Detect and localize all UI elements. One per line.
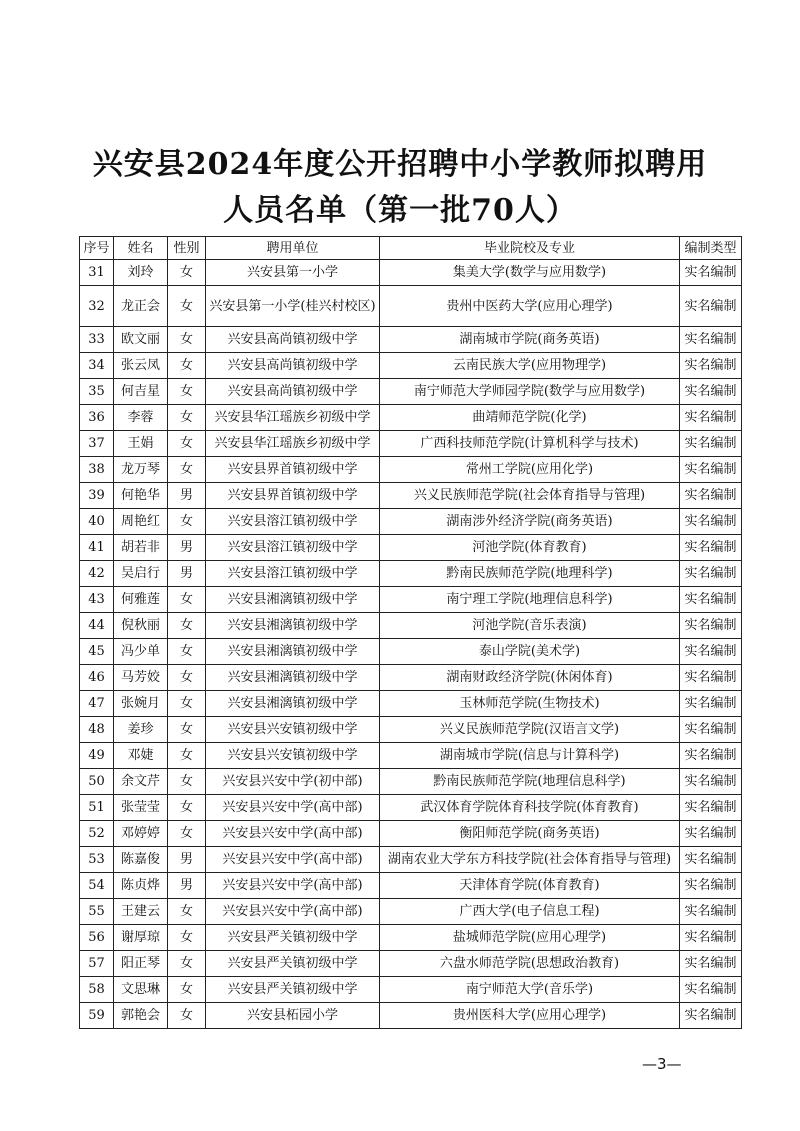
cell-index: 32 — [80, 286, 114, 327]
cell-staffing-type: 实名编制 — [680, 847, 742, 873]
cell-staffing-type: 实名编制 — [680, 665, 742, 691]
table-row — [80, 977, 742, 1003]
cell-name: 邓婷婷 — [114, 821, 168, 847]
cell-gender: 女 — [168, 379, 206, 405]
cell-employer: 兴安县高尚镇初级中学 — [206, 353, 380, 379]
table-body — [80, 260, 742, 1029]
cell-gender: 女 — [168, 509, 206, 535]
cell-employer: 兴安县兴安中学(高中部) — [206, 795, 380, 821]
cell-index: 45 — [80, 639, 114, 665]
cell-school-major: 泰山学院(美术学) — [380, 639, 680, 665]
table-row — [80, 353, 742, 379]
cell-school-major: 黔南民族师范学院(地理科学) — [380, 561, 680, 587]
cell-employer: 兴安县柘园小学 — [206, 1003, 380, 1029]
cell-name: 胡若非 — [114, 535, 168, 561]
cell-name: 李蓉 — [114, 405, 168, 431]
cell-gender: 男 — [168, 873, 206, 899]
cell-name: 张婉月 — [114, 691, 168, 717]
cell-staffing-type: 实名编制 — [680, 873, 742, 899]
cell-school-major: 湖南涉外经济学院(商务英语) — [380, 509, 680, 535]
cell-school-major: 天津体育学院(体育教育) — [380, 873, 680, 899]
cell-name: 郭艳会 — [114, 1003, 168, 1029]
table-row — [80, 743, 742, 769]
cell-gender: 女 — [168, 286, 206, 327]
cell-employer: 兴安县湘漓镇初级中学 — [206, 613, 380, 639]
header-name: 姓名 — [114, 237, 168, 260]
cell-school-major: 广西大学(电子信息工程) — [380, 899, 680, 925]
cell-gender: 女 — [168, 327, 206, 353]
cell-employer: 兴安县严关镇初级中学 — [206, 951, 380, 977]
cell-school-major: 贵州医科大学(应用心理学) — [380, 1003, 680, 1029]
cell-staffing-type: 实名编制 — [680, 405, 742, 431]
cell-staffing-type: 实名编制 — [680, 769, 742, 795]
document-title-line1: 兴安县2024年度公开招聘中小学教师拟聘用 — [92, 147, 708, 182]
table-row — [80, 405, 742, 431]
cell-employer: 兴安县高尚镇初级中学 — [206, 327, 380, 353]
cell-employer: 兴安县兴安中学(高中部) — [206, 847, 380, 873]
cell-school-major: 云南民族大学(应用物理学) — [380, 353, 680, 379]
cell-name: 欧文丽 — [114, 327, 168, 353]
cell-index: 31 — [80, 260, 114, 286]
cell-school-major: 兴义民族师范学院(社会体育指导与管理) — [380, 483, 680, 509]
cell-index: 42 — [80, 561, 114, 587]
cell-school-major: 湖南农业大学东方科技学院(社会体育指导与管理) — [380, 847, 680, 873]
cell-employer: 兴安县第一小学 — [206, 260, 380, 286]
cell-index: 48 — [80, 717, 114, 743]
cell-gender: 男 — [168, 535, 206, 561]
cell-school-major: 曲靖师范学院(化学) — [380, 405, 680, 431]
table-row — [80, 561, 742, 587]
table-row — [80, 899, 742, 925]
cell-index: 57 — [80, 951, 114, 977]
cell-school-major: 衡阳师范学院(商务英语) — [380, 821, 680, 847]
cell-name: 何雅莲 — [114, 587, 168, 613]
cell-index: 59 — [80, 1003, 114, 1029]
cell-employer: 兴安县溶江镇初级中学 — [206, 561, 380, 587]
cell-gender: 女 — [168, 639, 206, 665]
cell-name: 文思琳 — [114, 977, 168, 1003]
cell-staffing-type: 实名编制 — [680, 457, 742, 483]
cell-employer: 兴安县溶江镇初级中学 — [206, 535, 380, 561]
table-row — [80, 847, 742, 873]
cell-employer: 兴安县严关镇初级中学 — [206, 977, 380, 1003]
cell-staffing-type: 实名编制 — [680, 353, 742, 379]
cell-name: 周艳红 — [114, 509, 168, 535]
cell-name: 陈嘉俊 — [114, 847, 168, 873]
cell-gender: 女 — [168, 1003, 206, 1029]
table-row — [80, 769, 742, 795]
table-header-row — [80, 237, 742, 260]
cell-employer: 兴安县兴安中学(初中部) — [206, 769, 380, 795]
cell-staffing-type: 实名编制 — [680, 379, 742, 405]
cell-name: 何艳华 — [114, 483, 168, 509]
cell-index: 56 — [80, 925, 114, 951]
cell-school-major: 湖南城市学院(信息与计算科学) — [380, 743, 680, 769]
cell-index: 39 — [80, 483, 114, 509]
page-number: —3— — [642, 1055, 682, 1073]
cell-school-major: 广西科技师范学院(计算机科学与技术) — [380, 431, 680, 457]
cell-school-major: 武汉体育学院体育科技学院(体育教育) — [380, 795, 680, 821]
cell-name: 姜珍 — [114, 717, 168, 743]
cell-staffing-type: 实名编制 — [680, 951, 742, 977]
cell-name: 何吉星 — [114, 379, 168, 405]
cell-index: 49 — [80, 743, 114, 769]
cell-index: 58 — [80, 977, 114, 1003]
cell-name: 张莹莹 — [114, 795, 168, 821]
cell-staffing-type: 实名编制 — [680, 977, 742, 1003]
cell-index: 33 — [80, 327, 114, 353]
cell-employer: 兴安县兴安镇初级中学 — [206, 743, 380, 769]
table-row — [80, 483, 742, 509]
cell-employer: 兴安县湘漓镇初级中学 — [206, 639, 380, 665]
table-row — [80, 535, 742, 561]
table-row — [80, 873, 742, 899]
cell-gender: 女 — [168, 951, 206, 977]
cell-name: 倪秋丽 — [114, 613, 168, 639]
cell-index: 54 — [80, 873, 114, 899]
cell-gender: 女 — [168, 795, 206, 821]
cell-staffing-type: 实名编制 — [680, 795, 742, 821]
cell-school-major: 兴义民族师范学院(汉语言文学) — [380, 717, 680, 743]
cell-name: 谢厚琼 — [114, 925, 168, 951]
cell-name: 余文芹 — [114, 769, 168, 795]
cell-gender: 女 — [168, 457, 206, 483]
cell-employer: 兴安县兴安中学(高中部) — [206, 899, 380, 925]
cell-staffing-type: 实名编制 — [680, 535, 742, 561]
cell-name: 刘玲 — [114, 260, 168, 286]
cell-gender: 女 — [168, 431, 206, 457]
cell-name: 陈贞烨 — [114, 873, 168, 899]
cell-index: 46 — [80, 665, 114, 691]
cell-index: 34 — [80, 353, 114, 379]
cell-gender: 女 — [168, 977, 206, 1003]
cell-employer: 兴安县兴安中学(高中部) — [206, 873, 380, 899]
cell-gender: 女 — [168, 405, 206, 431]
cell-gender: 女 — [168, 260, 206, 286]
cell-gender: 女 — [168, 587, 206, 613]
cell-employer: 兴安县湘漓镇初级中学 — [206, 691, 380, 717]
cell-staffing-type: 实名编制 — [680, 327, 742, 353]
cell-name: 吴启行 — [114, 561, 168, 587]
cell-index: 37 — [80, 431, 114, 457]
cell-gender: 女 — [168, 925, 206, 951]
cell-index: 38 — [80, 457, 114, 483]
cell-school-major: 南宁师范大学(音乐学) — [380, 977, 680, 1003]
cell-name: 张云凤 — [114, 353, 168, 379]
table-row — [80, 587, 742, 613]
cell-staffing-type: 实名编制 — [680, 691, 742, 717]
table-row — [80, 457, 742, 483]
cell-gender: 男 — [168, 847, 206, 873]
cell-school-major: 常州工学院(应用化学) — [380, 457, 680, 483]
header-gender: 性别 — [168, 237, 206, 260]
table-row — [80, 379, 742, 405]
cell-gender: 男 — [168, 561, 206, 587]
cell-index: 53 — [80, 847, 114, 873]
cell-employer: 兴安县高尚镇初级中学 — [206, 379, 380, 405]
cell-staffing-type: 实名编制 — [680, 509, 742, 535]
cell-staffing-type: 实名编制 — [680, 587, 742, 613]
table-row — [80, 951, 742, 977]
cell-employer: 兴安县华江瑶族乡初级中学 — [206, 431, 380, 457]
cell-staffing-type: 实名编制 — [680, 743, 742, 769]
cell-name: 王建云 — [114, 899, 168, 925]
cell-gender: 女 — [168, 665, 206, 691]
cell-index: 47 — [80, 691, 114, 717]
cell-employer: 兴安县界首镇初级中学 — [206, 457, 380, 483]
header-school-major: 毕业院校及专业 — [380, 237, 680, 260]
cell-gender: 男 — [168, 483, 206, 509]
cell-name: 冯少单 — [114, 639, 168, 665]
cell-gender: 女 — [168, 717, 206, 743]
cell-index: 52 — [80, 821, 114, 847]
cell-staffing-type: 实名编制 — [680, 717, 742, 743]
cell-staffing-type: 实名编制 — [680, 821, 742, 847]
cell-employer: 兴安县严关镇初级中学 — [206, 925, 380, 951]
cell-school-major: 湖南财政经济学院(休闲体育) — [380, 665, 680, 691]
table-row — [80, 639, 742, 665]
header-staffing-type: 编制类型 — [680, 237, 742, 260]
cell-name: 邓婕 — [114, 743, 168, 769]
cell-index: 43 — [80, 587, 114, 613]
cell-school-major: 黔南民族师范学院(地理信息科学) — [380, 769, 680, 795]
table-row — [80, 795, 742, 821]
cell-school-major: 玉林师范学院(生物技术) — [380, 691, 680, 717]
cell-index: 50 — [80, 769, 114, 795]
cell-gender: 女 — [168, 769, 206, 795]
table-row — [80, 286, 742, 327]
cell-staffing-type: 实名编制 — [680, 260, 742, 286]
cell-name: 王娟 — [114, 431, 168, 457]
cell-index: 36 — [80, 405, 114, 431]
cell-gender: 女 — [168, 613, 206, 639]
table-row — [80, 1003, 742, 1029]
cell-name: 马芳姣 — [114, 665, 168, 691]
table-row — [80, 613, 742, 639]
cell-employer: 兴安县兴安镇初级中学 — [206, 717, 380, 743]
cell-employer: 兴安县湘漓镇初级中学 — [206, 665, 380, 691]
cell-name: 阳正琴 — [114, 951, 168, 977]
table-row — [80, 691, 742, 717]
table-row — [80, 821, 742, 847]
cell-staffing-type: 实名编制 — [680, 286, 742, 327]
cell-employer: 兴安县湘漓镇初级中学 — [206, 587, 380, 613]
cell-name: 龙正会 — [114, 286, 168, 327]
cell-employer: 兴安县溶江镇初级中学 — [206, 509, 380, 535]
cell-employer: 兴安县第一小学(桂兴村校区) — [206, 286, 380, 327]
cell-index: 40 — [80, 509, 114, 535]
table-row — [80, 925, 742, 951]
header-index: 序号 — [80, 237, 114, 260]
cell-index: 51 — [80, 795, 114, 821]
cell-school-major: 盐城师范学院(应用心理学) — [380, 925, 680, 951]
cell-staffing-type: 实名编制 — [680, 483, 742, 509]
cell-school-major: 河池学院(音乐表演) — [380, 613, 680, 639]
cell-staffing-type: 实名编制 — [680, 925, 742, 951]
cell-index: 41 — [80, 535, 114, 561]
document-title-line2: 人员名单（第一批70人） — [223, 193, 577, 228]
table-row — [80, 717, 742, 743]
cell-index: 55 — [80, 899, 114, 925]
cell-school-major: 六盘水师范学院(思想政治教育) — [380, 951, 680, 977]
cell-staffing-type: 实名编制 — [680, 899, 742, 925]
cell-school-major: 南宁理工学院(地理信息科学) — [380, 587, 680, 613]
cell-staffing-type: 实名编制 — [680, 639, 742, 665]
cell-school-major: 湖南城市学院(商务英语) — [380, 327, 680, 353]
table-row — [80, 509, 742, 535]
cell-staffing-type: 实名编制 — [680, 613, 742, 639]
cell-employer: 兴安县兴安中学(高中部) — [206, 821, 380, 847]
cell-gender: 女 — [168, 821, 206, 847]
cell-employer: 兴安县界首镇初级中学 — [206, 483, 380, 509]
cell-gender: 女 — [168, 899, 206, 925]
cell-school-major: 贵州中医药大学(应用心理学) — [380, 286, 680, 327]
cell-employer: 兴安县华江瑶族乡初级中学 — [206, 405, 380, 431]
table-row — [80, 260, 742, 286]
cell-gender: 女 — [168, 353, 206, 379]
table-row — [80, 327, 742, 353]
cell-staffing-type: 实名编制 — [680, 431, 742, 457]
cell-name: 龙万琴 — [114, 457, 168, 483]
table-row — [80, 431, 742, 457]
personnel-table — [79, 236, 742, 1029]
cell-gender: 女 — [168, 691, 206, 717]
cell-staffing-type: 实名编制 — [680, 561, 742, 587]
cell-gender: 女 — [168, 743, 206, 769]
cell-school-major: 南宁师范大学师园学院(数学与应用数学) — [380, 379, 680, 405]
cell-school-major: 集美大学(数学与应用数学) — [380, 260, 680, 286]
header-employer: 聘用单位 — [206, 237, 380, 260]
cell-index: 35 — [80, 379, 114, 405]
cell-index: 44 — [80, 613, 114, 639]
table-row — [80, 665, 742, 691]
cell-school-major: 河池学院(体育教育) — [380, 535, 680, 561]
cell-staffing-type: 实名编制 — [680, 1003, 742, 1029]
